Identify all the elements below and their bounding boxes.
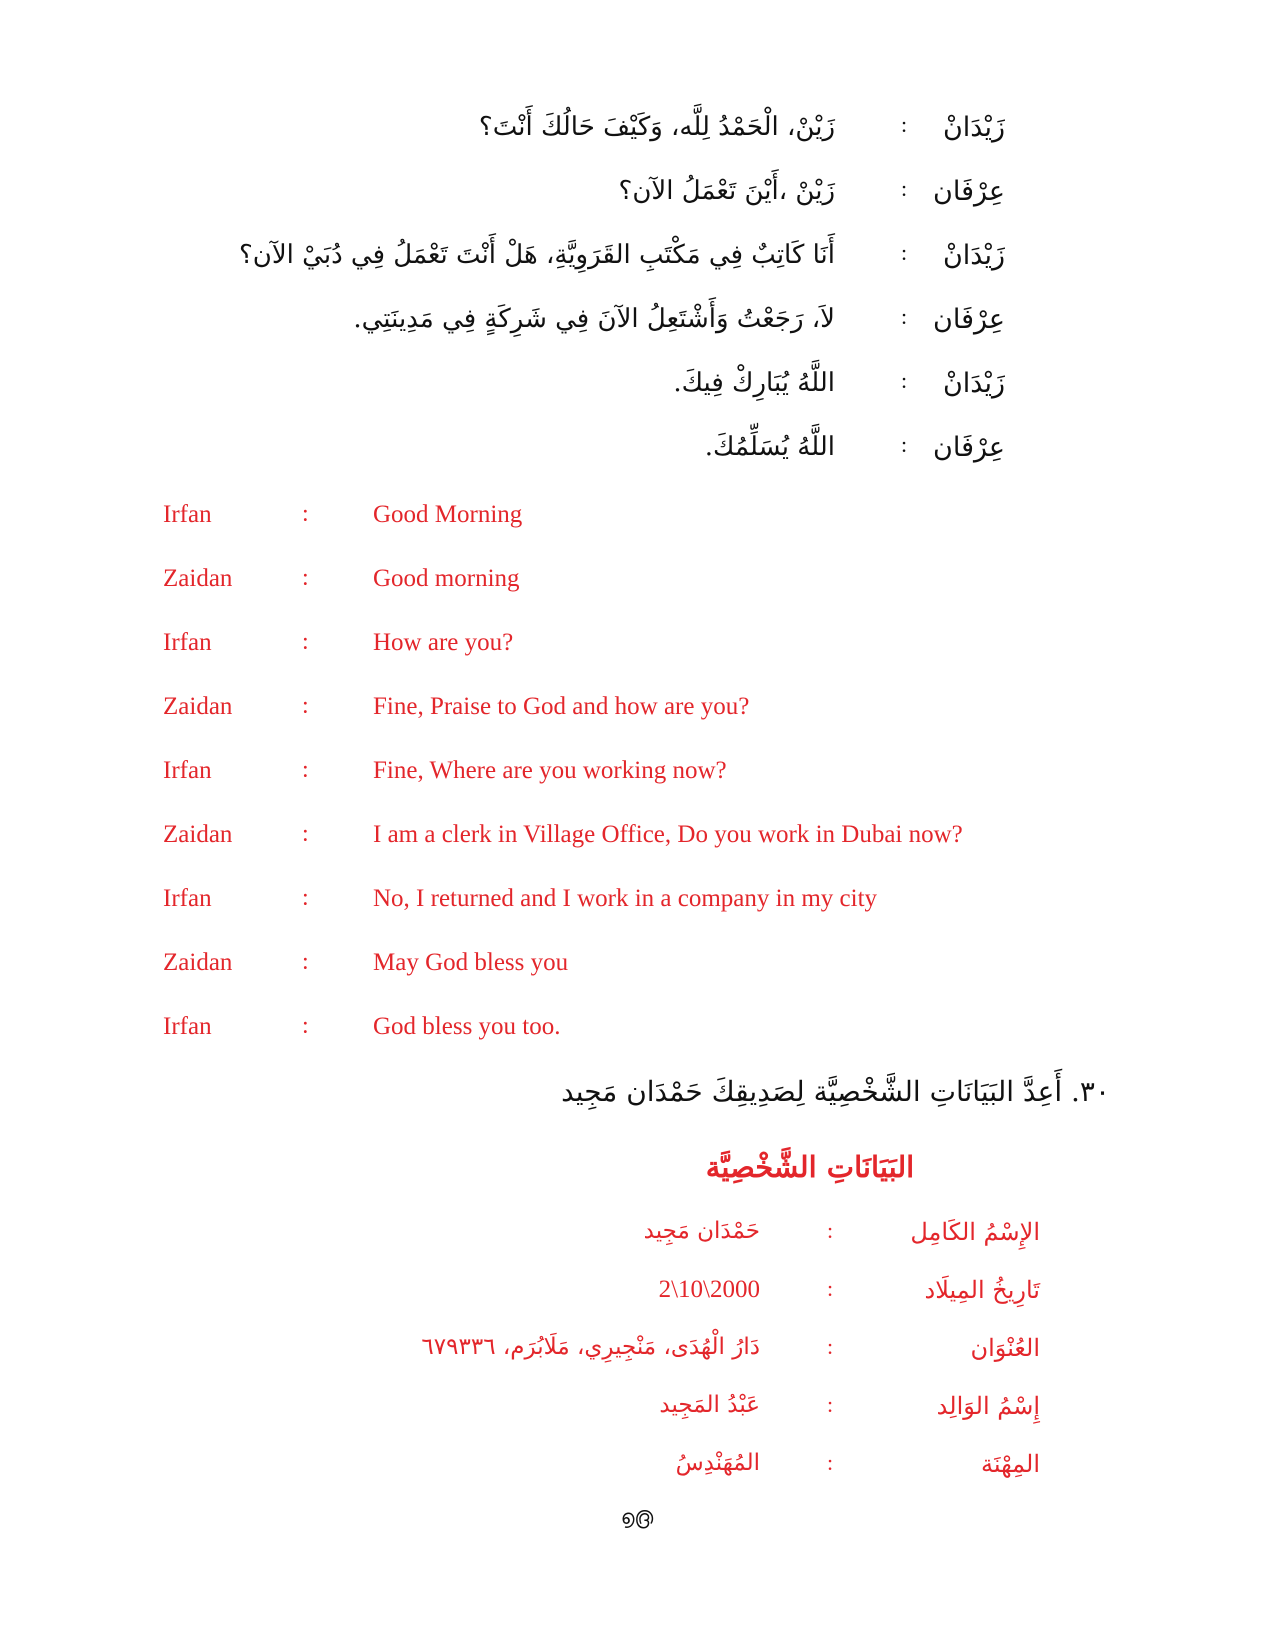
english-speaker: Zaidan	[163, 693, 233, 720]
colon-separator: :	[900, 176, 908, 201]
colon-separator: :	[900, 112, 908, 137]
page-number: ൭൫	[620, 1505, 654, 1529]
arabic-dialogue-line	[0, 368, 1275, 408]
english-dialogue-line	[0, 501, 1275, 541]
english-dialogue-line	[0, 757, 1275, 797]
arabic-speaker: عِرْفَان	[933, 304, 1005, 335]
english-line-text: Good morning	[373, 565, 520, 592]
arabic-speaker: زَيْدَانْ	[942, 112, 1005, 143]
arabic-dialogue-line	[0, 176, 1275, 216]
field-value: حَمْدَان مَجِيد	[643, 1218, 760, 1244]
field-label: تَارِيخُ المِيلَاد	[924, 1276, 1040, 1304]
english-line-text: Fine, Where are you working now?	[373, 757, 727, 784]
colon-separator: :	[826, 1276, 834, 1301]
colon-separator: :	[900, 304, 908, 329]
colon-separator: :	[826, 1218, 834, 1243]
personal-data-row	[0, 1334, 1275, 1374]
english-dialogue-line	[0, 1013, 1275, 1053]
field-value: 2\10\2000	[658, 1276, 760, 1303]
field-label: العُنْوَان	[970, 1334, 1040, 1362]
english-line-text: God bless you too.	[373, 1013, 561, 1040]
colon-separator: :	[302, 565, 309, 591]
english-dialogue-line	[0, 565, 1275, 605]
english-dialogue-line	[0, 629, 1275, 669]
arabic-speaker: عِرْفَان	[933, 432, 1005, 463]
english-speaker: Irfan	[163, 629, 212, 656]
field-label: إِسْمُ الوَالِد	[936, 1392, 1040, 1420]
colon-separator: :	[302, 693, 309, 719]
english-speaker: Irfan	[163, 501, 212, 528]
arabic-line-text: زَيْنْ ،أَيْنَ تَعْمَلُ الآن؟	[618, 176, 835, 206]
exercise-question: ٣٠. أَعِدَّ البَيَانَاتِ الشَّخْصِيَّة لِصَدِيقِكَ حَمْدَان مَجِيد	[561, 1075, 1110, 1108]
colon-separator: :	[302, 757, 309, 783]
personal-data-row	[0, 1218, 1275, 1258]
english-dialogue-line	[0, 949, 1275, 989]
english-speaker: Zaidan	[163, 949, 233, 976]
english-dialogue-line	[0, 821, 1275, 861]
personal-data-row	[0, 1450, 1275, 1490]
colon-separator: :	[302, 821, 309, 847]
english-line-text: How are you?	[373, 629, 514, 656]
english-speaker: Zaidan	[163, 821, 233, 848]
arabic-dialogue-line	[0, 432, 1275, 472]
personal-data-row	[0, 1392, 1275, 1432]
colon-separator: :	[900, 432, 908, 457]
english-speaker: Irfan	[163, 757, 212, 784]
field-value: عَبْدُ المَجِيد	[659, 1392, 760, 1418]
english-dialogue-line	[0, 693, 1275, 733]
personal-data-row	[0, 1276, 1275, 1316]
arabic-line-text: اللَّهُ يُسَلِّمُكَ.	[704, 432, 835, 462]
arabic-speaker: عِرْفَان	[933, 176, 1005, 207]
arabic-dialogue-line	[0, 304, 1275, 344]
english-dialogue-line	[0, 885, 1275, 925]
colon-separator: :	[302, 949, 309, 975]
english-speaker: Irfan	[163, 1013, 212, 1040]
english-speaker: Irfan	[163, 885, 212, 912]
colon-separator: :	[302, 501, 309, 527]
colon-separator: :	[826, 1450, 834, 1475]
english-line-text: No, I returned and I work in a company in my city	[373, 885, 878, 912]
arabic-dialogue-line	[0, 112, 1275, 152]
field-label: المِهْنَة	[980, 1450, 1040, 1478]
field-value: المُهَنْدِسُ	[675, 1450, 760, 1476]
english-line-text: May God bless you	[373, 949, 569, 976]
english-speaker: Zaidan	[163, 565, 233, 592]
english-line-text: Good Morning	[373, 501, 523, 528]
colon-separator: :	[302, 629, 309, 655]
field-value: دَارُ الْهُدَى، مَنْجِيرِي، مَلَابُرَم، ٦٧٩٣٣٦	[421, 1334, 760, 1360]
arabic-dialogue-line	[0, 240, 1275, 280]
arabic-speaker: زَيْدَانْ	[942, 368, 1005, 399]
colon-separator: :	[302, 1013, 309, 1039]
colon-separator: :	[900, 368, 908, 393]
arabic-speaker: زَيْدَانْ	[942, 240, 1005, 271]
arabic-line-text: لاَ، رَجَعْتُ وَأَشْتَعِلُ الآنَ فِي شَرِكَةٍ فِي مَدِينَتِي.	[353, 304, 835, 334]
colon-separator: :	[900, 240, 908, 265]
field-label: الإِسْمُ الكَامِل	[910, 1218, 1040, 1246]
arabic-line-text: أَنَا كَاتِبٌ فِي مَكْتَبِ القَرَوِيَّةِ، هَلْ أَنْتَ تَعْمَلُ فِي دُبَيْ الآن؟	[238, 240, 835, 270]
colon-separator: :	[826, 1392, 834, 1417]
english-line-text: Fine, Praise to God and how are you?	[373, 693, 750, 720]
section-title: البَيَانَاتِ الشَّخْصِيَّة	[705, 1150, 915, 1184]
colon-separator: :	[302, 885, 309, 911]
arabic-line-text: زَيْنْ، الْحَمْدُ لِلَّه، وَكَيْفَ حَالُكَ أَنْتَ؟	[478, 112, 835, 142]
colon-separator: :	[826, 1334, 834, 1359]
arabic-line-text: اللَّهُ يُبَارِكْ فِيكَ.	[673, 368, 835, 398]
english-line-text: I am a clerk in Village Office, Do you work in Dubai now?	[373, 821, 963, 848]
